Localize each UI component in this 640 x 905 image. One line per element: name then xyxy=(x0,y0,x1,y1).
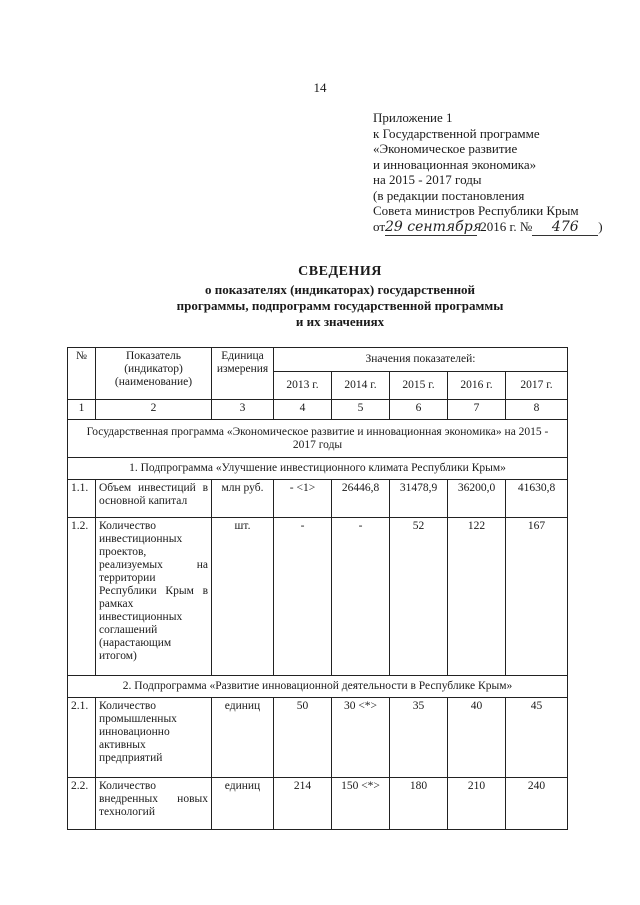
header-indicator: Показатель (индикатор) (наименование) xyxy=(96,348,212,400)
col-number: 7 xyxy=(448,400,506,420)
row-num: 2.2. xyxy=(68,778,96,830)
appendix-line: на 2015 - 2017 годы xyxy=(373,172,482,187)
row-indicator-name: Объем инвестиций в основной капитал xyxy=(96,480,212,518)
page-number: 14 xyxy=(313,80,327,95)
col-number: 2 xyxy=(96,400,212,420)
row-value: 167 xyxy=(506,518,568,676)
header-unit: Единица измерения xyxy=(212,348,274,400)
column-numbers-row xyxy=(68,400,568,420)
row-value: 40 xyxy=(448,698,506,778)
table-row xyxy=(68,480,568,518)
document-subtitle xyxy=(0,282,640,330)
indicators-table xyxy=(67,347,568,830)
appendix-block xyxy=(373,110,603,236)
table-row xyxy=(68,698,568,778)
handwritten-number: 476 xyxy=(532,220,598,237)
header-year: 2016 г. xyxy=(448,372,506,400)
col-number: 8 xyxy=(506,400,568,420)
row-value: 45 xyxy=(506,698,568,778)
col-number: 5 xyxy=(332,400,390,420)
header-year: 2015 г. xyxy=(390,372,448,400)
header-num: № xyxy=(68,348,96,400)
row-value: 36200,0 xyxy=(448,480,506,518)
appendix-line: и инновационная экономика» xyxy=(373,156,537,172)
row-value: 31478,9 xyxy=(390,480,448,518)
col-number: 3 xyxy=(212,400,274,420)
table-row xyxy=(68,518,568,676)
subtitle-line: программы, подпрограмм государственной программы xyxy=(176,298,504,313)
row-value: 210 xyxy=(448,778,506,830)
table-row xyxy=(68,778,568,830)
row-value: 214 xyxy=(274,778,332,830)
row-value: 30 <*> xyxy=(332,698,390,778)
row-indicator-name: Количество инвестиционных проектов, реализуемых на территории Республики Крым в рамках инвестиционных соглашений (нарастающим итогом) xyxy=(96,518,212,676)
sig-prefix: от xyxy=(373,218,386,234)
row-unit: единиц xyxy=(212,778,274,830)
row-value: - xyxy=(274,518,332,676)
col-number: 6 xyxy=(390,400,448,420)
header-year: 2013 г. xyxy=(274,372,332,400)
row-value: 50 xyxy=(274,698,332,778)
appendix-line: (в редакции постановления xyxy=(373,187,525,203)
header-year: 2017 г. xyxy=(506,372,568,400)
appendix-line: Совета министров Республики Крым xyxy=(373,203,579,218)
row-value: 35 xyxy=(390,698,448,778)
row-value: 122 xyxy=(448,518,506,676)
row-value: 26446,8 xyxy=(332,480,390,518)
sig-suffix: ) xyxy=(598,218,603,234)
row-indicator-name: Количество промышленных инновационно активных предприятий xyxy=(96,698,212,778)
sig-year: 2016 г. № xyxy=(480,218,533,234)
program-title-row: Государственная программа «Экономическое развитие и инновационная экономика» на 2015 - 2017 годы xyxy=(68,420,568,458)
subtitle-line: о показателях (индикаторах) государственной xyxy=(204,282,476,297)
section-title-row: 2. Подпрограмма «Развитие инновационной деятельности в Республике Крым» xyxy=(68,676,568,698)
header-year: 2014 г. xyxy=(332,372,390,400)
section-title-row: 1. Подпрограмма «Улучшение инвестиционного климата Республики Крым» xyxy=(68,458,568,480)
row-value: 41630,8 xyxy=(506,480,568,518)
row-unit: единиц xyxy=(212,698,274,778)
row-value: 150 <*> xyxy=(332,778,390,830)
row-indicator-name: Количество внедренных новых технологий xyxy=(96,778,212,830)
col-number: 1 xyxy=(68,400,96,420)
appendix-line: Приложение 1 xyxy=(373,110,453,125)
row-unit: млн руб. xyxy=(212,480,274,518)
row-unit: шт. xyxy=(212,518,274,676)
resolution-date-line xyxy=(373,219,603,237)
row-value: - <1> xyxy=(274,480,332,518)
appendix-line: к Государственной программе xyxy=(373,125,540,141)
row-num: 1.2. xyxy=(68,518,96,676)
subtitle-line: и их значениях xyxy=(295,314,385,329)
row-value: 240 xyxy=(506,778,568,830)
handwritten-date: 29 сентября xyxy=(385,218,482,235)
row-value: 52 xyxy=(390,518,448,676)
row-value: 180 xyxy=(390,778,448,830)
col-number: 4 xyxy=(274,400,332,420)
appendix-line: «Экономическое развитие xyxy=(373,141,518,156)
row-value: - xyxy=(332,518,390,676)
row-num: 2.1. xyxy=(68,698,96,778)
row-num: 1.1. xyxy=(68,480,96,518)
document-title: СВЕДЕНИЯ xyxy=(298,264,382,279)
header-values: Значения показателей: xyxy=(274,348,568,372)
